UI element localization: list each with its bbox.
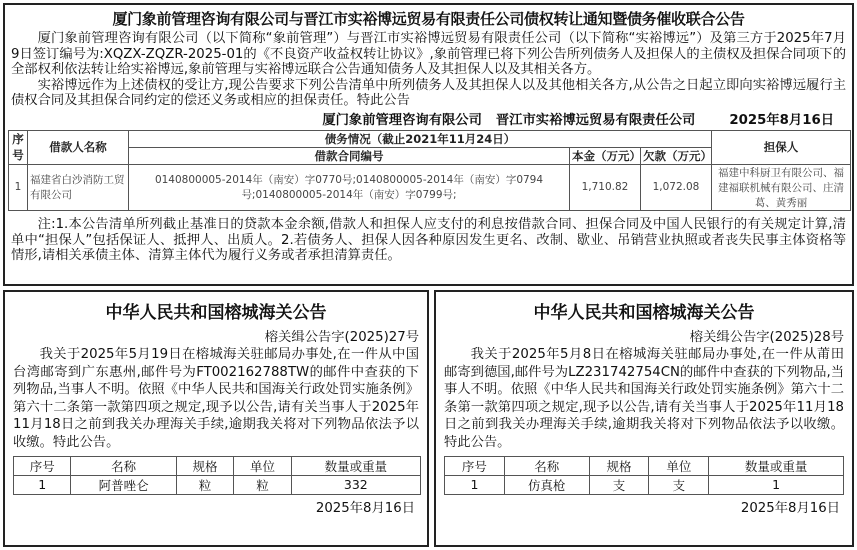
notice-paragraph-1: 厦门象前管理咨询有限公司（以下简称“象前管理”）与晋江市实裕博远贸易有限责任公司（以下简称“实裕博远”）及第三方于2025年7月9日签订编号为:XQZX-ZQZR-2025-01的《不良资产收益权转让协议》,象前管理已将下列公告所列债务人及担保人的主债权及担保合同项下的全部权利依法转让给实裕博远,象前管理与实裕博远联合公告通知债务人及其担保人以及其相关各方。 xyxy=(11,31,846,78)
table-row xyxy=(445,475,844,494)
cell-unit: 粒 xyxy=(234,475,291,494)
cell-name: 仿真枪 xyxy=(504,475,589,494)
notice-date: 2025年8月16日 xyxy=(729,112,834,128)
customs-notice-27 xyxy=(3,290,429,547)
item-table xyxy=(444,456,844,495)
customs-body: 我关于2025年5月8日在榕城海关驻邮局办事处,在一件从莆田邮寄到德国,邮件号为LZ231742754CN的邮件中查获的下列物品,当事人不明。依照《中华人民共和国海关行政处罚实施条例》第六十二条第一款第四项之规定,现予以公告,请有关当事人于2025年11月18日之前到我关办理海关手续,逾期我关将对下列物品依法予以收缴。特此公告。 xyxy=(444,347,844,450)
debt-table xyxy=(8,130,851,211)
cell-seq: 1 xyxy=(14,475,71,494)
col-unit: 单位 xyxy=(649,456,709,475)
col-qty: 数量或重量 xyxy=(291,456,420,475)
customs-date: 2025年8月16日 xyxy=(740,500,840,516)
cell-contract: 0140800005-2014年（南安）字0770号;0140800005-2014年（南安）字0794号;0140800005-2014年（南安）字0799号; xyxy=(129,164,570,210)
cell-qty: 332 xyxy=(291,475,420,494)
customs-date: 2025年8月16日 xyxy=(315,500,415,516)
col-unit: 单位 xyxy=(234,456,291,475)
cell-principal: 1,710.82 xyxy=(570,164,641,210)
col-spec: 规格 xyxy=(176,456,233,475)
signature-line xyxy=(5,109,834,128)
cell-interest: 1,072.08 xyxy=(641,164,712,210)
table-row xyxy=(14,475,421,494)
notice-title: 厦门象前管理咨询有限公司与晋江市实裕博远贸易有限责任公司债权转让通知暨债务催收联合公告 xyxy=(112,10,745,28)
cell-unit: 支 xyxy=(649,475,709,494)
notice-paragraph-2: 实裕博远作为上述债权的受让方,现公告要求下列公告清单中所列债务人及其担保人以及其他相关各方,从公告之日起立即向实裕博远履行主债权合同及其担保合同约定的偿还义务或相应的担保责任。特此公告 xyxy=(11,77,846,109)
cell-name: 阿普唑仑 xyxy=(71,475,176,494)
col-seq: 序号 xyxy=(14,456,71,475)
notice-footnote: 注:1.本公告清单所列截止基准日的贷款本金余额,借款人和担保人应支付的利息按借款合同、担保合同及中国人民银行的有关规定计算,清单中“担保人”包括保证人、抵押人、出质人。2.若债务人、担保人因各种原因发生更名、改制、歇业、吊销营业执照或者丧失民事主体资格等情形,请相关承债主体、清算主体代为履行义务或者承担清算责任。 xyxy=(11,216,846,264)
cell-qty: 1 xyxy=(709,475,844,494)
col-seq: 序号 xyxy=(9,130,28,164)
cell-spec: 支 xyxy=(589,475,649,494)
col-guarantor: 担保人 xyxy=(712,130,851,164)
col-contract: 借款合同编号 xyxy=(129,147,570,164)
signer-2: 晋江市实裕博远贸易有限责任公司 xyxy=(495,112,696,128)
cell-borrower: 福建省白沙消防工贸有限公司 xyxy=(28,164,129,210)
col-seq: 序号 xyxy=(445,456,505,475)
cell-spec: 粒 xyxy=(176,475,233,494)
cell-seq: 1 xyxy=(445,475,505,494)
col-interest: 欠款（万元） xyxy=(641,147,712,164)
item-table xyxy=(13,456,421,495)
customs-number: 榕关缉公告字(2025)27号 xyxy=(264,330,419,345)
debt-transfer-notice xyxy=(3,3,854,286)
customs-notice-28 xyxy=(434,290,854,547)
customs-title: 中华人民共和国榕城海关公告 xyxy=(105,303,327,323)
col-qty: 数量或重量 xyxy=(709,456,844,475)
col-borrower: 借款人名称 xyxy=(28,130,129,164)
cell-seq: 1 xyxy=(9,164,28,210)
customs-number: 榕关缉公告字(2025)28号 xyxy=(689,330,844,345)
cell-guarantor: 福建中科厨卫有限公司、福建福联机械有限公司、庄清葛、黄秀丽 xyxy=(712,164,851,210)
table-row xyxy=(9,164,851,210)
customs-body: 我关于2025年5月19日在榕城海关驻邮局办事处,在一件从中国台湾邮寄到广东惠州,邮件号为FT002162788TW的邮件中查获的下列物品,当事人不明。依照《中华人民共和国海关行政处罚实施条例》第六十二条第一款第四项之规定,现予以公告,请有关当事人于2025年11月18日之前到我关办理海关手续,逾期我关将对下列物品依法予以收缴。特此公告。 xyxy=(13,347,419,450)
col-debt-group: 债务情况（截止2021年11月24日） xyxy=(129,130,712,147)
customs-title: 中华人民共和国榕城海关公告 xyxy=(533,303,755,323)
col-name: 名称 xyxy=(71,456,176,475)
col-principal: 本金（万元） xyxy=(570,147,641,164)
col-name: 名称 xyxy=(504,456,589,475)
col-spec: 规格 xyxy=(589,456,649,475)
signer-1: 厦门象前管理咨询有限公司 xyxy=(322,112,482,128)
